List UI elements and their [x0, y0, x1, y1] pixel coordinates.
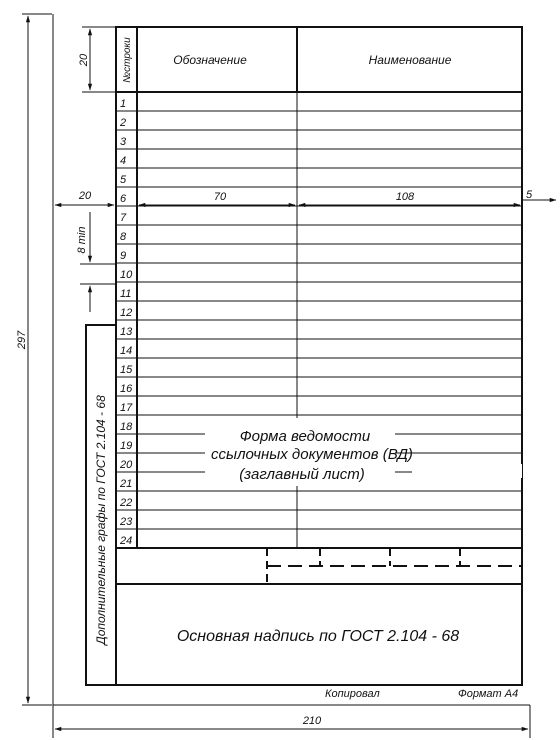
- form-title-line2: ссылочных документов (ВД): [211, 446, 413, 463]
- row-number: 10: [120, 269, 133, 281]
- row-number: 15: [120, 364, 133, 376]
- copied-by-label: Копировал: [325, 688, 380, 700]
- dim-column-widths: [139, 191, 520, 205]
- row-number: 24: [120, 535, 133, 547]
- header-row-number: №строки: [122, 37, 133, 83]
- row-number: 7: [120, 212, 127, 224]
- dim-right-margin: [522, 189, 556, 201]
- row-number: 22: [120, 497, 133, 509]
- row-number: 9: [120, 250, 127, 262]
- row-number: 12: [120, 307, 133, 319]
- title-block-text: Основная надпись по ГОСТ 2.104 - 68: [176, 628, 460, 645]
- dim-sheet-height: [16, 14, 52, 705]
- row-number: 5: [120, 174, 127, 186]
- row-number: 18: [120, 421, 133, 433]
- dim-20-left-label: 20: [78, 190, 92, 202]
- dim-row-height: [76, 212, 116, 312]
- dim-header-height: [78, 27, 116, 92]
- row-number-column: [119, 98, 133, 547]
- form-title-line1: Форма ведомости: [239, 428, 371, 445]
- row-number: 3: [120, 136, 127, 148]
- row-number: 21: [120, 478, 133, 490]
- row-number: 13: [120, 326, 133, 338]
- row-number: 4: [120, 155, 127, 167]
- row-number: 1: [120, 98, 127, 110]
- dim-108-label: 108: [395, 191, 415, 203]
- row-number: 16: [120, 383, 133, 395]
- form-title: [205, 422, 522, 486]
- table-grid: [116, 27, 522, 584]
- dim-20-header-label: 20: [78, 53, 90, 67]
- row-number: 11: [120, 288, 132, 300]
- dim-210-label: 210: [302, 715, 322, 727]
- form-title-line3: (заглавный лист): [239, 466, 365, 483]
- row-number: 8: [120, 231, 127, 243]
- dim-8min-label: 8 min: [76, 226, 88, 254]
- side-columns-text: Дополнительные графы по ГОСТ 2.104 - 68: [94, 395, 108, 645]
- main-frame: [116, 27, 522, 685]
- dim-70-label: 70: [213, 191, 227, 203]
- row-number: 14: [120, 345, 133, 357]
- dim-left-margin: [55, 190, 114, 205]
- row-number: 19: [120, 440, 133, 452]
- row-number: 20: [120, 459, 133, 471]
- row-number: 2: [120, 117, 127, 129]
- dim-297-label: 297: [16, 330, 28, 350]
- dim-sheet-width: [55, 715, 528, 729]
- dashed-block: [267, 548, 522, 584]
- header-designation: Обозначение: [173, 53, 247, 67]
- format-label: Формат А4: [458, 688, 519, 700]
- row-number: 6: [120, 193, 127, 205]
- header-name: Наименование: [368, 53, 452, 67]
- row-number: 17: [120, 402, 133, 414]
- dim-5-label: 5: [525, 189, 533, 201]
- row-number: 23: [120, 516, 133, 528]
